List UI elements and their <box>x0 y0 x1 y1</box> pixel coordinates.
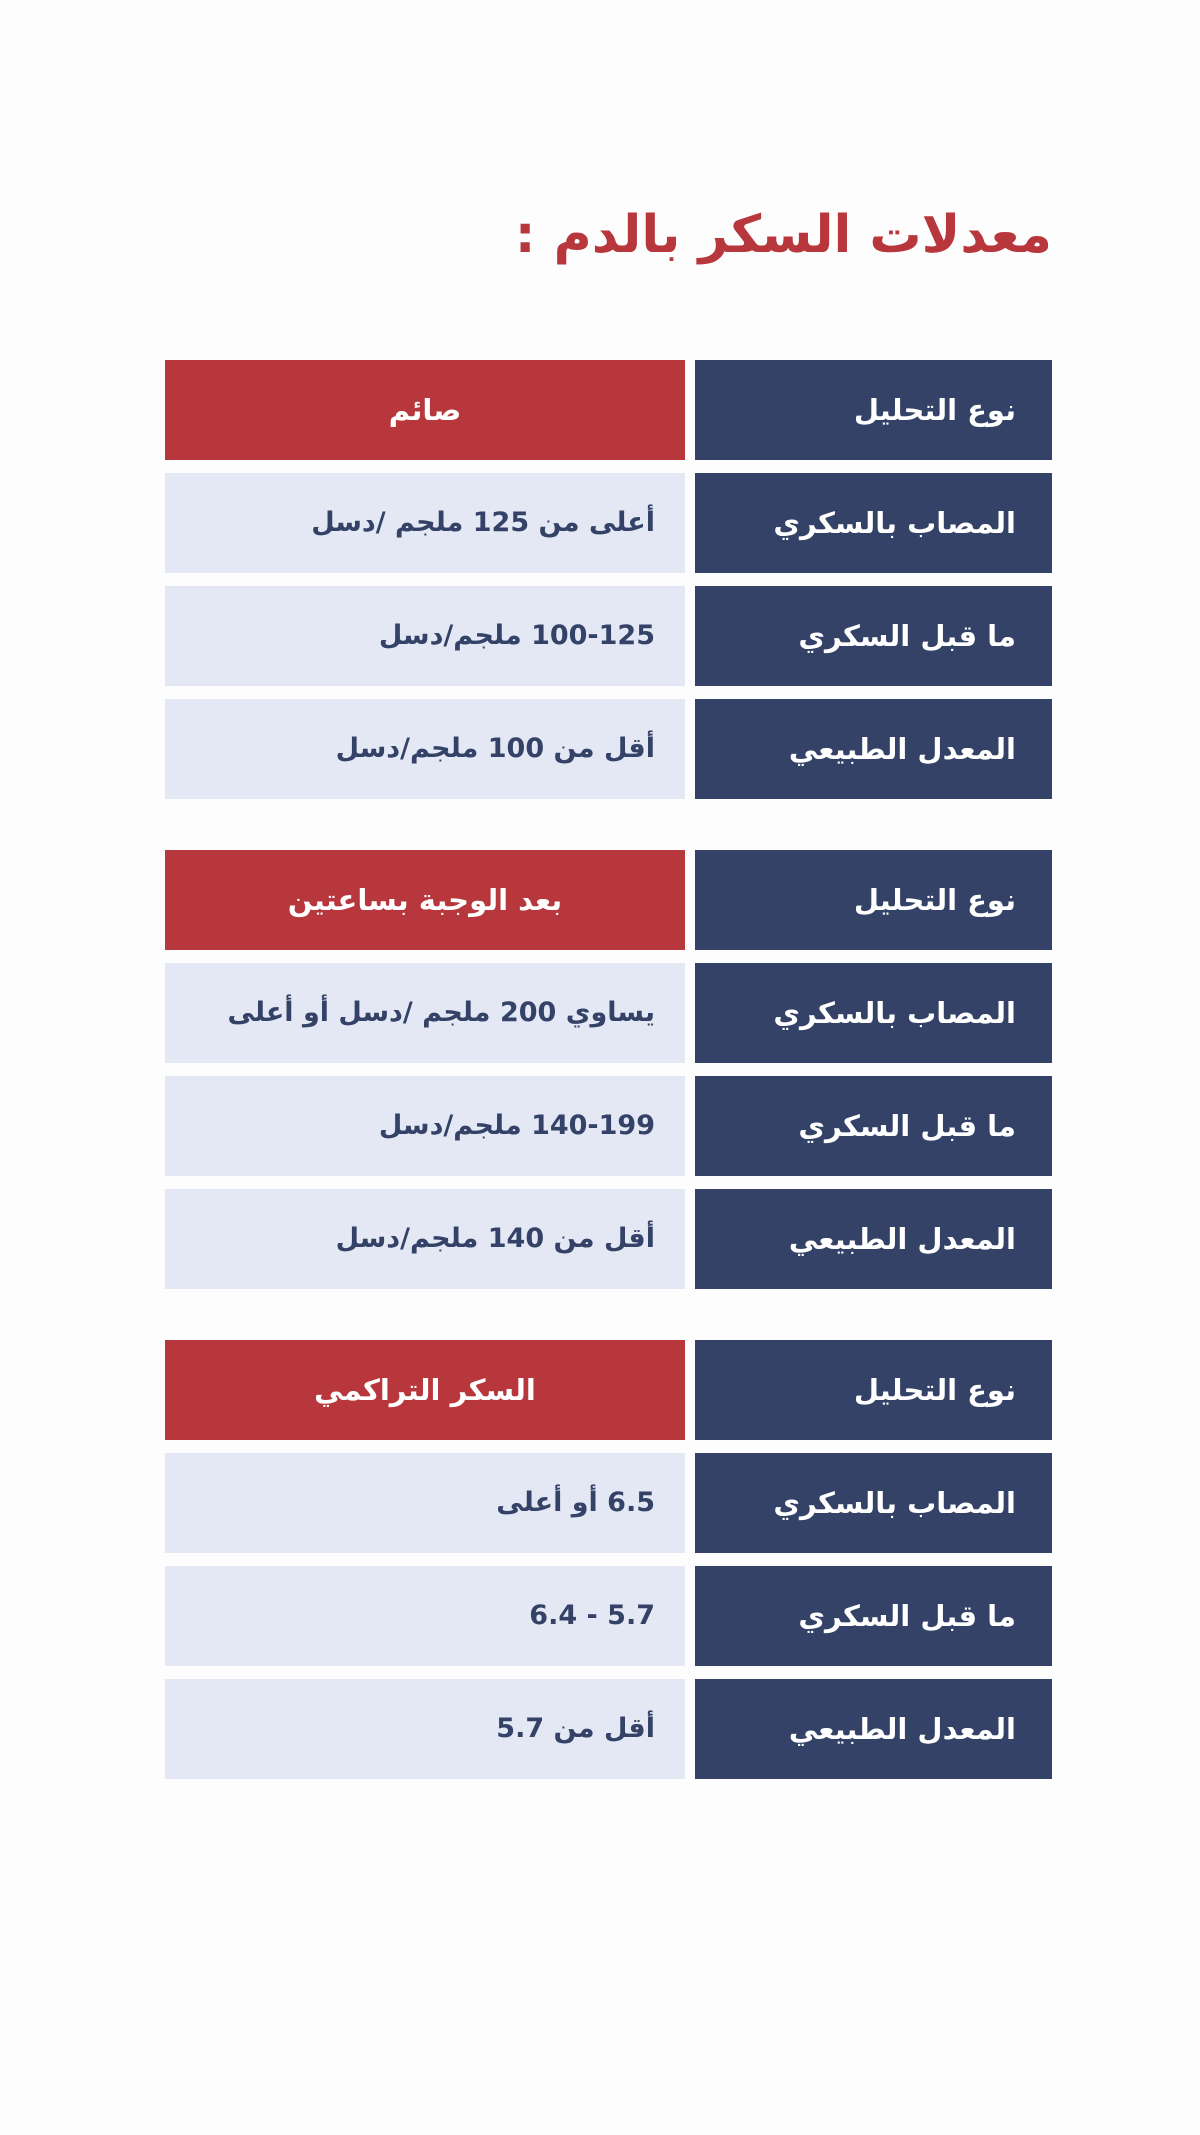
table-row <box>165 1189 1052 1289</box>
header-label: نوع التحليل <box>695 360 1052 460</box>
row-label: المعدل الطبيعي <box>695 1679 1052 1779</box>
row-label: المصاب بالسكري <box>695 963 1052 1063</box>
table-header-row <box>165 360 1052 460</box>
table-row <box>165 699 1052 799</box>
page-title: معدلات السكر بالدم : <box>514 205 1052 265</box>
row-value: 6.5 أو أعلى <box>165 1453 685 1553</box>
table-row <box>165 1679 1052 1779</box>
header-value: السكر التراكمي <box>165 1340 685 1440</box>
post-meal-table <box>165 850 1052 1302</box>
header-value: صائم <box>165 360 685 460</box>
table-header-row <box>165 1340 1052 1440</box>
table-row <box>165 1566 1052 1666</box>
table-row <box>165 586 1052 686</box>
table-row <box>165 963 1052 1063</box>
table-row <box>165 1076 1052 1176</box>
row-label: ما قبل السكري <box>695 586 1052 686</box>
row-value: أقل من 5.7 <box>165 1679 685 1779</box>
hba1c-table <box>165 1340 1052 1792</box>
fasting-table <box>165 360 1052 812</box>
table-header-row <box>165 850 1052 950</box>
row-label: ما قبل السكري <box>695 1566 1052 1666</box>
row-value: أعلى من 125 ملجم /دسل <box>165 473 685 573</box>
row-value: أقل من 100 ملجم/دسل <box>165 699 685 799</box>
row-value: 100-125 ملجم/دسل <box>165 586 685 686</box>
table-row <box>165 1453 1052 1553</box>
header-label: نوع التحليل <box>695 850 1052 950</box>
row-value: 5.7 - 6.4 <box>165 1566 685 1666</box>
table-row <box>165 473 1052 573</box>
row-label: المعدل الطبيعي <box>695 1189 1052 1289</box>
row-value: يساوي 200 ملجم /دسل أو أعلى <box>165 963 685 1063</box>
row-value: أقل من 140 ملجم/دسل <box>165 1189 685 1289</box>
row-label: المصاب بالسكري <box>695 1453 1052 1553</box>
header-value: بعد الوجبة بساعتين <box>165 850 685 950</box>
header-label: نوع التحليل <box>695 1340 1052 1440</box>
row-label: ما قبل السكري <box>695 1076 1052 1176</box>
row-label: المعدل الطبيعي <box>695 699 1052 799</box>
row-value: 140-199 ملجم/دسل <box>165 1076 685 1176</box>
row-label: المصاب بالسكري <box>695 473 1052 573</box>
